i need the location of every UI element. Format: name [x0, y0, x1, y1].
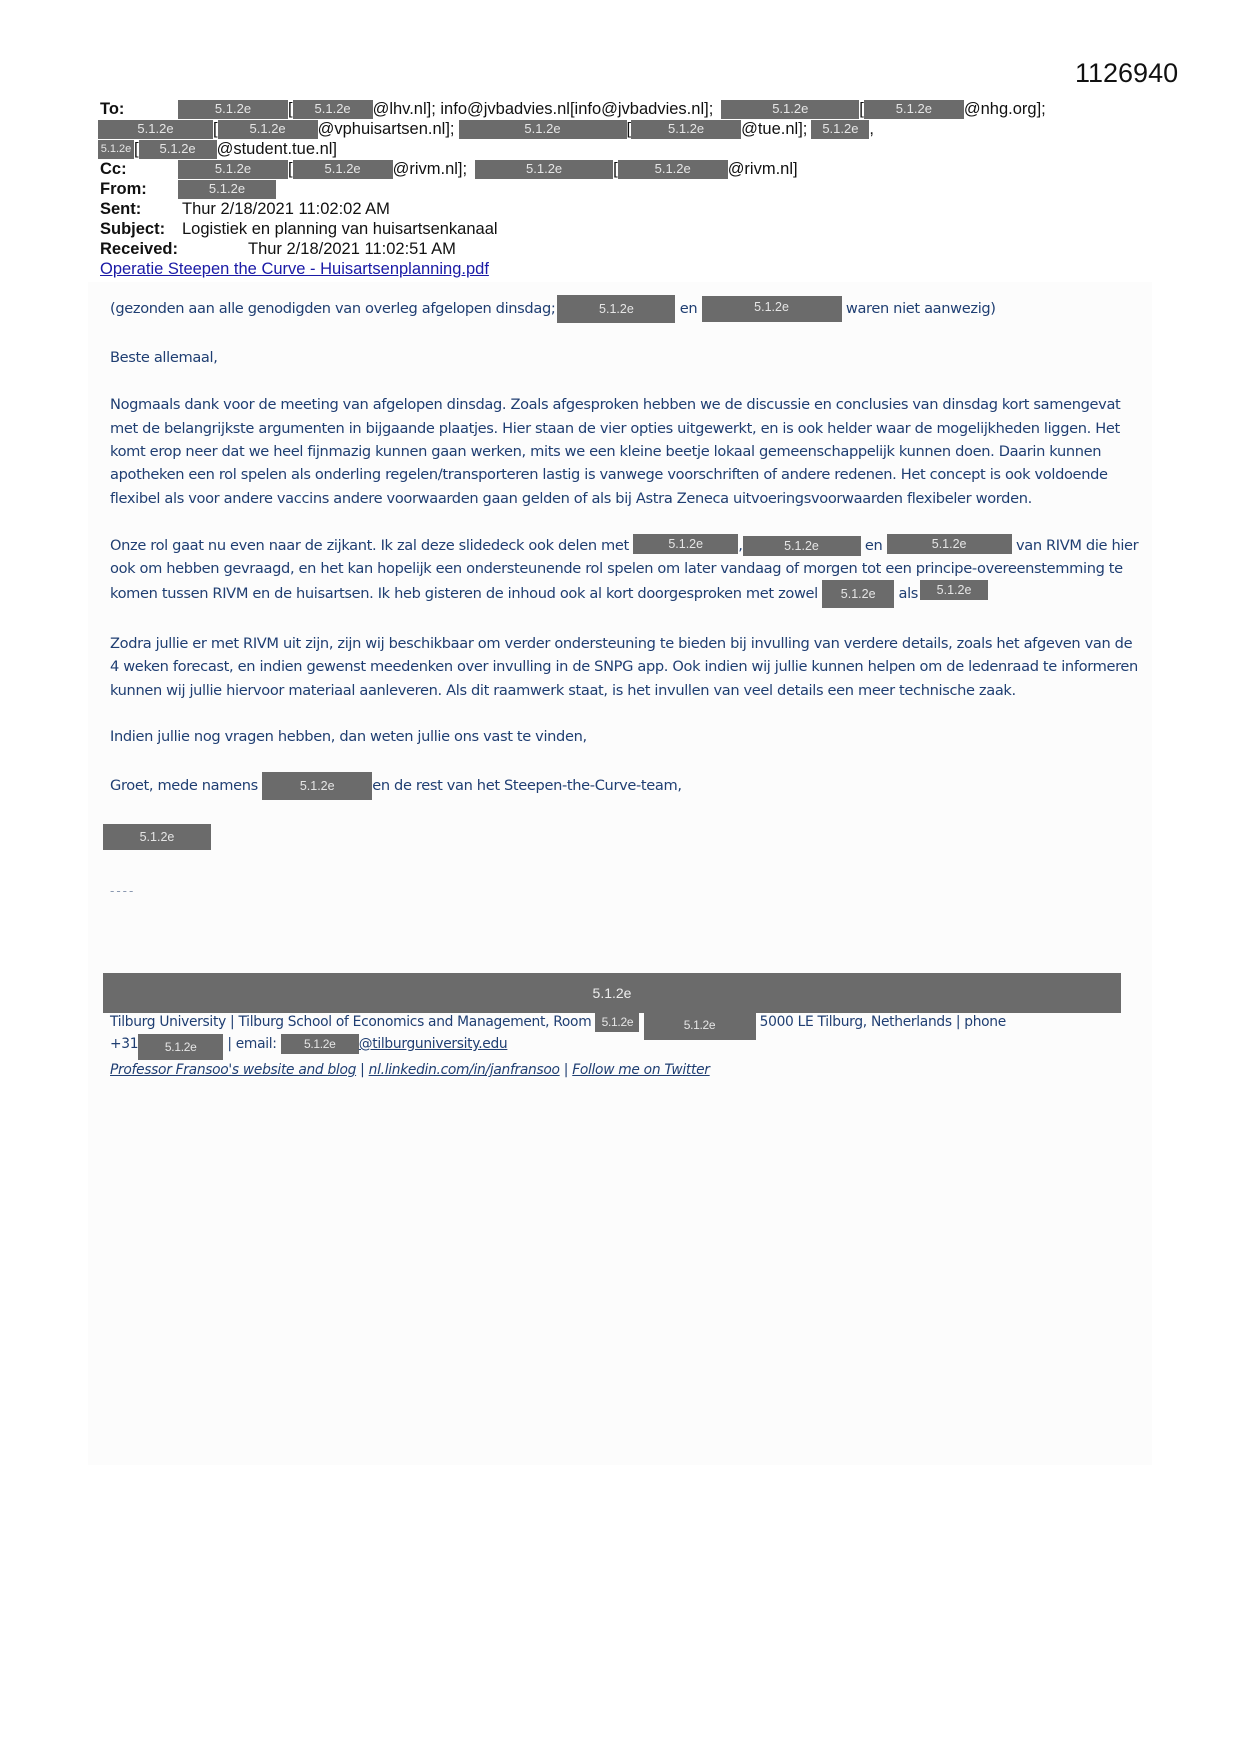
- paragraph-2-text: van RIVM die hier ook om hebben gevraagd, en het kan hopelijk een ondersteunende rol spelen om later vandaag of morgen tot een principe-overeenstemming te komen tussen RIVM en de huisartsen. Ik heb gisteren de inhoud ook al kort doorgesproken met zowel: [110, 536, 1139, 603]
- closing: [110, 772, 1140, 800]
- phone-prefix: +31: [110, 1036, 139, 1052]
- intro-text: (gezonden aan alle genodigden van overleg afgelopen dinsdag;: [110, 300, 556, 317]
- intro-text: waren niet aanwezig): [845, 300, 996, 317]
- email-header: [100, 100, 1120, 280]
- to-label: To:: [100, 100, 125, 118]
- sent-label: Sent:: [100, 200, 142, 218]
- redaction: 5.1.2e: [822, 580, 894, 608]
- bracket: [: [288, 100, 293, 118]
- separator: |: [563, 1062, 569, 1078]
- sender-name-line: [103, 824, 1140, 850]
- twitter-link[interactable]: Follow me on Twitter: [572, 1062, 710, 1078]
- subject-label: Subject:: [100, 220, 166, 238]
- cc-recipients-text: @rivm.nl];: [392, 160, 468, 178]
- linkedin-link[interactable]: nl.linkedin.com/in/janfransoo: [368, 1062, 560, 1078]
- intro-text: en: [679, 300, 698, 317]
- received-row: [100, 240, 1120, 260]
- email-domain-link[interactable]: @tilburguniversity.edu: [358, 1036, 508, 1052]
- paragraph-2-text: en: [864, 536, 883, 554]
- bracket: [: [288, 160, 293, 178]
- closing-text: Groet, mede namens: [110, 777, 258, 795]
- paragraph-2-text: Onze rol gaat nu even naar de zijkant. Ik zal deze slidedeck ook delen met: [110, 536, 629, 554]
- paragraph-2-text: als: [898, 585, 919, 603]
- redaction: 5.1.2e: [702, 296, 842, 322]
- email-body: [110, 295, 1140, 903]
- separator: |: [360, 1062, 365, 1078]
- signature: [110, 1012, 1140, 1081]
- subject-row: [100, 220, 1120, 240]
- signature-affiliation: Tilburg University | Tilburg School of Economics and Management, Room: [110, 1014, 592, 1030]
- signature-address: 5000 LE Tilburg, Netherlands | phone: [759, 1014, 1006, 1030]
- redaction: 5.1.2e: [633, 534, 738, 554]
- subject-value: Logistiek en planning van huisartsenkanaal: [182, 220, 498, 238]
- received-label: Received:: [100, 240, 178, 258]
- closing-text: en de rest van het Steepen-the-Curve-team,: [372, 777, 682, 795]
- signature-links: [110, 1060, 1140, 1081]
- comma: ,: [738, 536, 743, 554]
- redaction: 5.1.2e: [920, 580, 988, 600]
- intro-paragraph: [110, 295, 1140, 323]
- greeting: Beste allemaal,: [110, 349, 218, 367]
- signature-name-redaction: 5.1.2e: [103, 973, 1121, 1013]
- attachment-row: [100, 260, 1120, 280]
- to-recipients-text: @nhg.org];: [963, 100, 1046, 118]
- redaction: 5.1.2e: [281, 1034, 359, 1054]
- sent-row: [100, 200, 1120, 220]
- redaction: 5.1.2e: [864, 100, 964, 119]
- to-recipients-text: @lhv.nl]; info@jvbadvies.nl[info@jvbadvies.nl];: [372, 100, 714, 118]
- redaction: 5.1.2e: [139, 140, 217, 159]
- paragraph-2: [110, 534, 1140, 609]
- signature-separator: ----: [110, 883, 136, 898]
- redaction: 5.1.2e: [293, 100, 373, 119]
- redaction: 5.1.2e: [475, 160, 613, 179]
- redaction: 5.1.2e: [262, 772, 372, 800]
- comma: ,: [869, 120, 874, 138]
- redaction: 5.1.2e: [138, 1034, 223, 1060]
- redaction: 5.1.2e: [218, 120, 318, 139]
- bracket: [: [134, 140, 139, 158]
- redaction: 5.1.2e: [98, 140, 134, 159]
- redaction: 5.1.2e: [644, 1012, 756, 1040]
- redaction: 5.1.2e: [178, 100, 288, 119]
- email-label: | email:: [227, 1036, 277, 1052]
- redaction: 5.1.2e: [595, 1012, 639, 1032]
- redaction: 5.1.2e: [557, 295, 675, 323]
- paragraph-1: Nogmaals dank voor de meeting van afgelopen dinsdag. Zoals afgesproken hebben we de discussie en conclusies van dinsdag kort samengevat met de belangrijkste argumenten in bijgaande plaatjes. Hier staan de vier opties uitgewerkt, en is ook helder waar de mogelijkheden liggen. Het komt erop neer dat we heel fijnmazig kunnen gaan werken, mits we een kleine beetje lokaal gemeenschappelijk kunnen doen. Daarin kunnen apotheken een rol spelen als onderling regelen/transporteren lastig is vanwege voorschriften of andere redenen. Het concept is ook voldoende flexibel als voor andere vaccins andere voorwaarden gaan gelden of als bij Astra Zeneca uitvoeringsvoorwaarden flexibeler worden.: [110, 396, 1121, 507]
- redaction: 5.1.2e: [178, 160, 288, 179]
- paragraph-3: Zodra jullie er met RIVM uit zijn, zijn wij beschikbaar om verder ondersteuning te bieden bij invulling van verdere details, zoals het afgeven van de 4 weken forecast, en indien gewenst meedenken over invulling in de SNPG app. Ook indien wij jullie kunnen helpen om de ledenraad te informeren kunnen wij jullie hiervoor materiaal aanleveren. Als dit raamwerk staat, is het invullen van veel details een meer technische zaak.: [110, 634, 1138, 699]
- bracket: [: [613, 160, 618, 178]
- bracket: [: [859, 100, 864, 118]
- redaction: 5.1.2e: [98, 120, 213, 139]
- redaction: 5.1.2e: [618, 160, 728, 179]
- redaction: 5.1.2e: [631, 120, 741, 139]
- to-row-2: [100, 120, 1120, 140]
- website-link[interactable]: Professor Fransoo's website and blog: [110, 1062, 357, 1078]
- redaction: 5.1.2e: [459, 120, 627, 139]
- redaction: 5.1.2e: [178, 180, 276, 199]
- to-recipients-text: @student.tue.nl]: [216, 140, 338, 158]
- redaction: 5.1.2e: [887, 534, 1012, 554]
- redaction: 5.1.2e: [743, 536, 861, 556]
- cc-row: [100, 160, 1120, 180]
- from-label: From:: [100, 180, 147, 198]
- redaction: 5.1.2e: [721, 100, 859, 119]
- document-number: 1126940: [1075, 58, 1179, 88]
- cc-label: Cc:: [100, 160, 127, 178]
- bracket: [: [626, 120, 632, 138]
- redaction: 5.1.2e: [811, 120, 869, 139]
- from-row: [100, 180, 1120, 200]
- bracket: [: [213, 120, 218, 138]
- paragraph-4: Indien jullie nog vragen hebben, dan weten jullie ons vast te vinden,: [110, 728, 587, 746]
- redaction: 5.1.2e: [103, 824, 211, 850]
- to-recipients-text: @vphuisartsen.nl];: [317, 120, 455, 138]
- attachment-link[interactable]: Operatie Steepen the Curve - Huisartsenplanning.pdf: [100, 260, 489, 278]
- received-value: Thur 2/18/2021 11:02:51 AM: [248, 240, 456, 258]
- to-row: [100, 100, 1120, 120]
- to-recipients-text: @tue.nl];: [741, 120, 808, 138]
- sent-value: Thur 2/18/2021 11:02:02 AM: [182, 200, 390, 218]
- cc-recipients-text: @rivm.nl]: [727, 160, 798, 178]
- redaction: 5.1.2e: [293, 160, 393, 179]
- to-row-3: [100, 140, 1120, 160]
